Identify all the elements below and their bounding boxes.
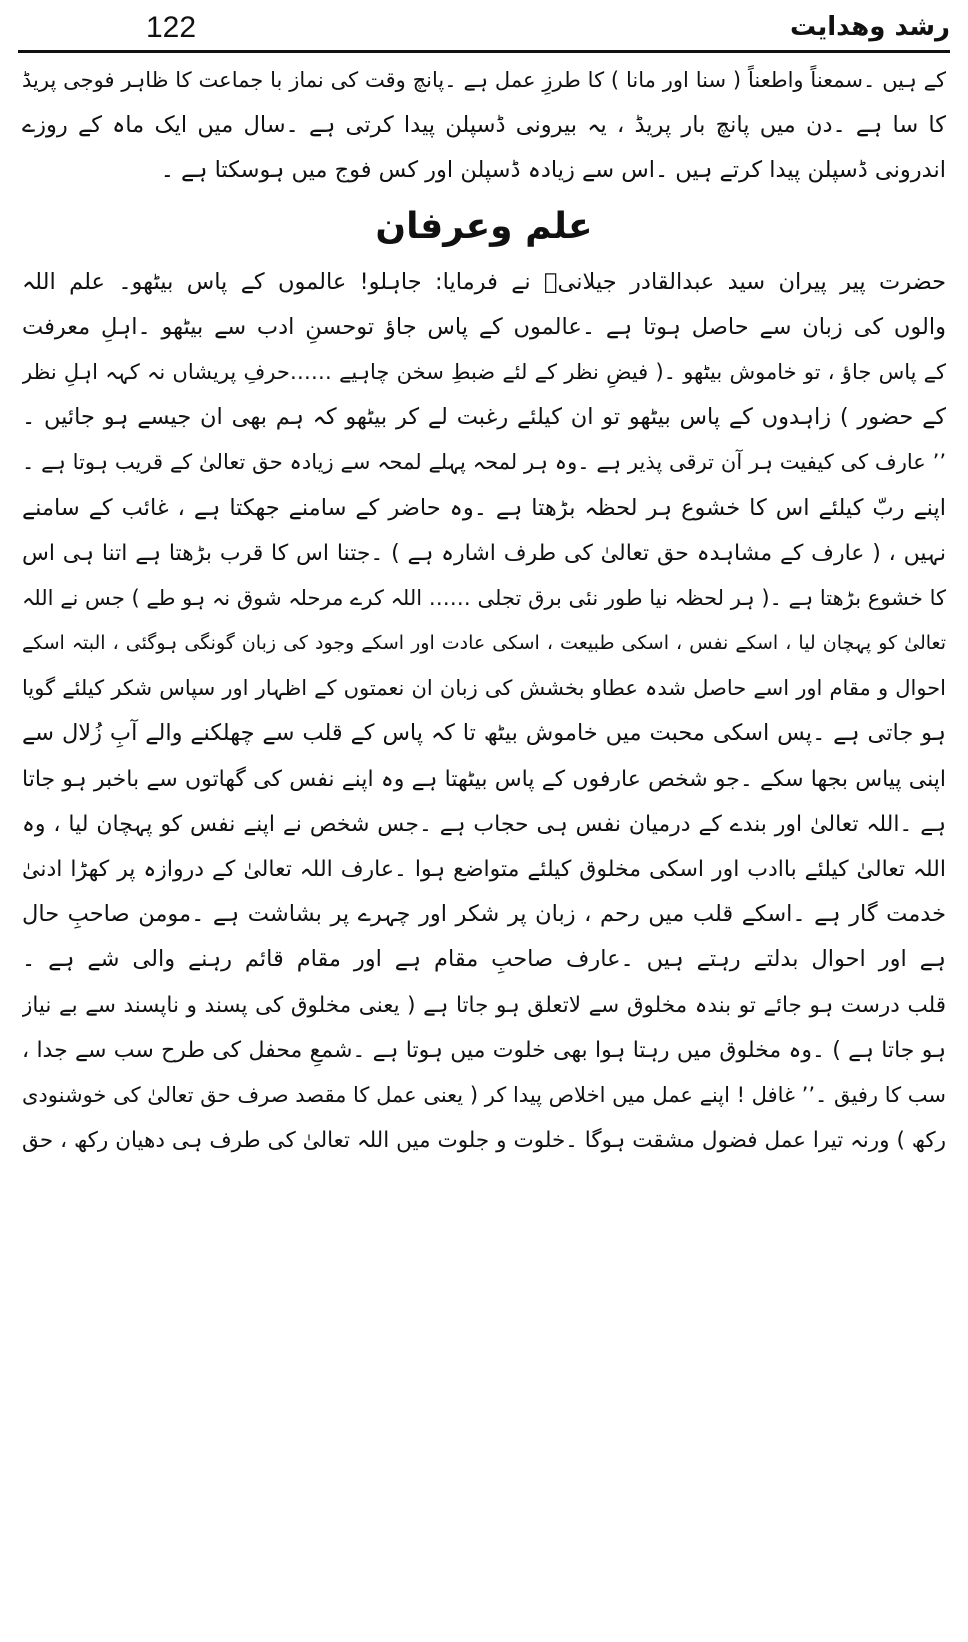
text-line: رکھ ) ورنہ تیرا عمل فضول مشقت ہوگا ۔خلوت و جلوت میں اللہ تعالیٰ کی طرف ہی دھیان رکھ ، حق (22, 1128, 946, 1154)
text-line: تعالیٰ کو پہچان لیا ، اسکے نفس ، اسکی طبیعت ، اسکی عادت اور اسکے وجود کی زبان گونگی ہوگئی ، البتہ اسکے (22, 632, 946, 655)
text-line: ہے ۔اللہ تعالیٰ اور بندے کے درمیان نفس ہی حجاب ہے ۔جس شخص نے اپنے نفس کو پہچان لیا ، وہ (22, 811, 946, 837)
text-line: احوال و مقام اور اسے حاصل شدہ عطاو بخشش کی زبان ان نعمتوں کے اظہار اور سپاس شکر کیلئے گویا (22, 676, 946, 701)
text-line: خدمت گار ہے ۔اسکے قلب میں رحم ، زبان پر شکر اور چہرے پر بشاشت ہے ۔مومن صاحبِ حال (22, 901, 946, 928)
text-line: ہو جاتی ہے ۔پس اسکی محبت میں خاموش بیٹھ تا کہ پاس کے قلب سے چھلکنے والے آبِ زُلال سے (22, 720, 946, 747)
body-text (22, 58, 946, 1163)
header-divider (18, 50, 950, 53)
text-line: نہیں ، ( عارف کے مشاہدہ حق تعالیٰ کی طرف اشارہ ہے ) ۔جتنا اس کا قرب بڑھتا ہے اتنا ہی اس (22, 540, 946, 566)
text-line: قلب درست ہو جائے تو بندہ مخلوق سے لاتعلق ہو جاتا ہے ( یعنی مخلوق کی پسند و ناپسند سے بے نیاز (22, 992, 946, 1018)
text-line: کا خشوع بڑھتا ہے ۔( ہر لحظہ نیا طور نئی برق تجلی …… اللہ کرے مرحلہ شوق نہ ہو طے ) جس نے اللہ (22, 585, 946, 610)
page-header (18, 6, 950, 52)
intro-paragraph (22, 58, 946, 194)
text-line: سب کا رفیق ۔’’ غافل ! اپنے عمل میں اخلاص پیدا کر ( یعنی عمل کا مقصد صرف حق تعالیٰ کی خوشنودی (22, 1082, 946, 1107)
text-line: کے پاس جاؤ ، تو خاموش بیٹھو ۔( فیضِ نظر کے لئے ضبطِ سخن چاہیے ……حرفِ پریشاں نہ کہہ اہلِ نظر (22, 359, 946, 384)
text-line: کے ہیں ۔سمعناً واطعناً ( سنا اور مانا ) کا طرزِ عمل ہے ۔پانچ وقت کی نماز با جماعت کا ظاہر فوجی پریڈ (22, 68, 946, 92)
text-line: حضرت پیر پیران سید عبدالقادر جیلانیؒ نے فرمایا: جاہلو! عالموں کے پاس بیٹھو۔ علم اللہ (22, 268, 946, 295)
text-line: کے حضور ) زاہدوں کے پاس بیٹھو تو ان کیلئے رغبت لے کر بیٹھو کہ ہم بھی ان جیسے ہو جائیں ۔ (22, 404, 946, 431)
page-number: 122 (146, 11, 197, 44)
text-line: ’’ عارف کی کیفیت ہر آن ترقی پذیر ہے ۔وہ ہر لمحہ پہلے لمحہ سے زیادہ حق تعالیٰ کے قریب ہوتا ہے ۔ (22, 450, 946, 475)
text-line: ہے اور احوال بدلتے رہتے ہیں ۔عارف صاحبِ مقام ہے اور مقام قائم رہنے والی شے ہے ۔ (22, 946, 946, 973)
text-line: کا سا ہے ۔دن میں پانچ بار پریڈ ، یہ بیرونی ڈسپلن پیدا کرتی ہے ۔سال میں ایک ماہ کے روزے (22, 112, 946, 139)
text-line: اللہ تعالیٰ کیلئے باادب اور اسکی مخلوق کیلئے متواضع ہوا ۔عارف اللہ تعالیٰ کے دروازہ پر کھڑا ادنیٰ (22, 857, 946, 882)
running-title: رشد وهدایت (789, 12, 950, 42)
text-line: ہو جاتا ہے ) ۔وہ مخلوق میں رہتا ہوا بھی خلوت میں ہوتا ہے ۔شمعِ محفل کی طرح سب سے جدا ، (22, 1037, 946, 1063)
text-line: اندرونی ڈسپلن پیدا کرتے ہیں ۔اس سے زیادہ ڈسپلن اور کس فوج میں ہوسکتا ہے ۔ (160, 157, 946, 184)
section-heading: علم وعرفان (375, 205, 593, 247)
section-paragraph (22, 260, 946, 1164)
text-line: اپنی پیاس بجھا سکے ۔جو شخص عارفوں کے پاس بیٹھتا ہے وہ اپنے نفس کی گھاتوں سے باخبر ہو جاتا (22, 766, 946, 792)
text-line: والوں کی زبان سے حاصل ہوتا ہے ۔عالموں کے پاس جاؤ توحسنِ ادب سے بیٹھو ۔اہلِ معرفت (22, 313, 946, 340)
text-line: اپنے ربّ کیلئے اس کا خشوع ہر لحظہ بڑھتا ہے ۔وہ حاضر کے سامنے جھکتا ہے ، غائب کے سامنے (22, 494, 946, 521)
